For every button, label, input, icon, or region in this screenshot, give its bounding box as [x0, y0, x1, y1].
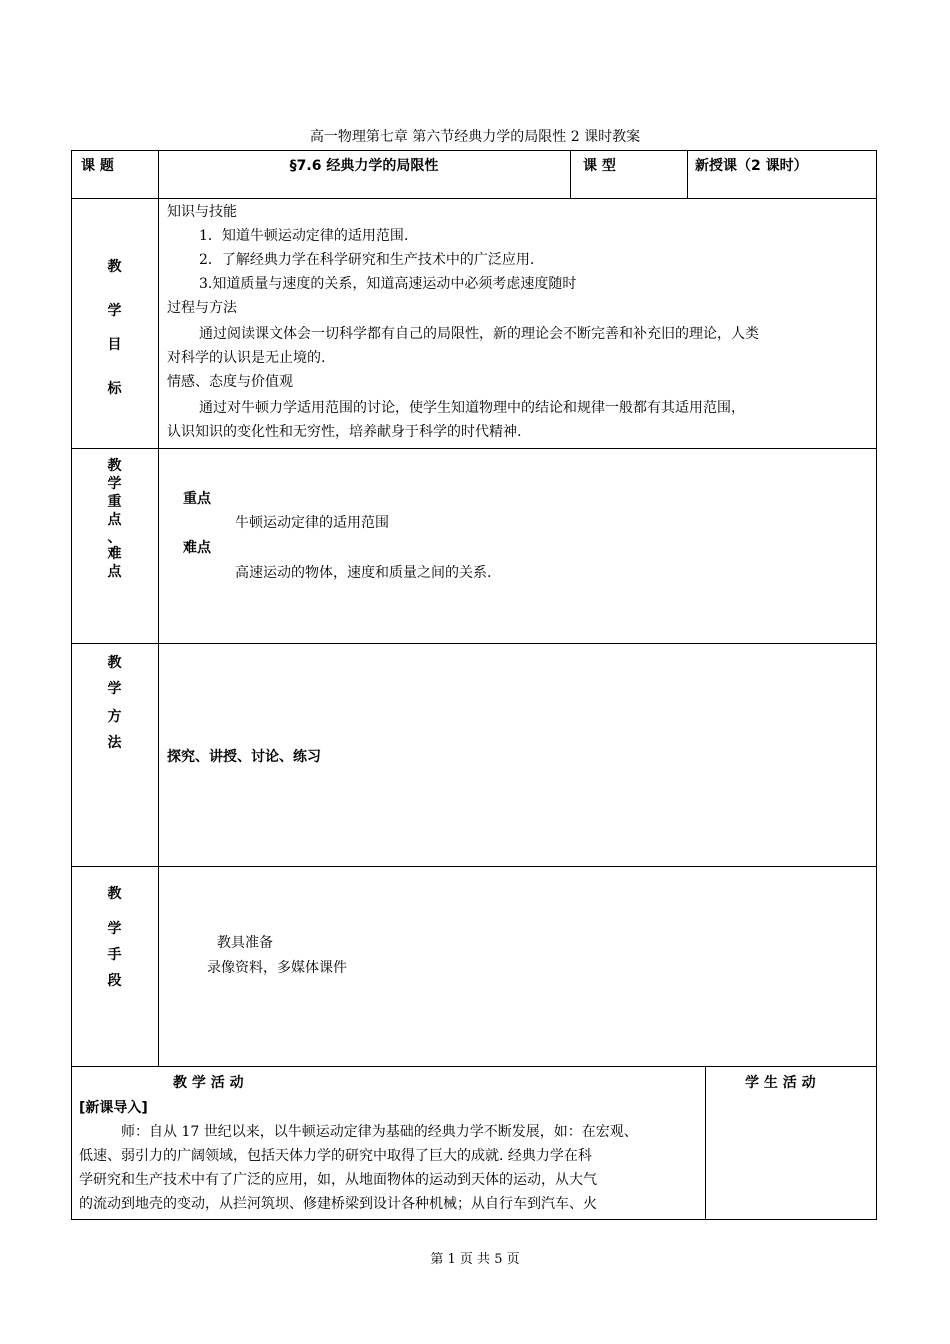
means-label-4: 段 — [107, 973, 122, 989]
keypoints-label-1: 教 — [107, 458, 122, 474]
activity-line: 的流动到地壳的变动，从拦河筑坝、修建桥梁到设计各种机械；从自行车到汽车、火 — [79, 1196, 597, 1212]
objective-line: 2．了解经典力学在科学研究和生产技术中的广泛应用. — [199, 252, 535, 268]
activities-section — [71, 1066, 877, 1220]
header-divider — [687, 150, 688, 199]
teacher-activity-label: 教 学 活 动 — [173, 1075, 244, 1091]
keypoints-label-5: 、 — [107, 530, 122, 546]
keypoints-label-6: 难 — [107, 546, 122, 562]
activities-border-left — [71, 1066, 72, 1220]
header-divider — [570, 150, 571, 199]
table-border-right — [876, 150, 877, 1067]
teaching-aids-text: 录像资料，多媒体课件 — [207, 960, 347, 976]
topic-value: §7.6 经典力学的局限性 — [289, 158, 439, 174]
lesson-plan-table — [71, 150, 877, 1067]
means-label-1: 教 — [107, 886, 122, 902]
keypoints-label-2: 学 — [107, 476, 122, 492]
objective-line: 3.知道质量与速度的关系，知道高速运动中必须考虑速度随时 — [199, 276, 577, 292]
activities-border-bottom — [71, 1219, 877, 1220]
teaching-aids-heading: 教具准备 — [217, 935, 273, 951]
objectives-heading-knowledge: 知识与技能 — [167, 204, 237, 220]
methods-label-2: 学 — [107, 681, 122, 697]
objectives-heading-attitude: 情感、态度与价值观 — [167, 374, 293, 390]
objective-line: 通过对牛顿力学适用范围的讨论，使学生知道物理中的结论和规律一般都有其适用范围， — [199, 400, 745, 416]
row-divider — [71, 198, 877, 199]
type-value: 新授课（2 课时） — [695, 158, 808, 174]
activity-line: 低速、弱引力的广阔领域，包括天体力学的研究中取得了巨大的成就. 经典力学在科 — [79, 1148, 592, 1164]
type-label: 课 型 — [583, 158, 616, 174]
row-divider — [71, 643, 877, 644]
difficult-point-text: 高速运动的物体，速度和质量之间的关系. — [235, 565, 492, 581]
objectives-label-2: 学 — [107, 303, 122, 319]
keypoints-label-3: 重 — [107, 494, 122, 510]
activities-divider — [705, 1066, 706, 1220]
table-border-top — [71, 150, 877, 151]
topic-label: 课 题 — [81, 158, 114, 174]
objective-line: 通过阅读课文体会一切科学都有自己的局限性，新的理论会不断完善和补充旧的理论，人类 — [199, 326, 759, 342]
methods-label-3: 方 — [107, 709, 122, 725]
objectives-label-4: 标 — [107, 381, 122, 397]
document-title: 高一物理第七章 第六节经典力学的局限性 2 课时教案 — [309, 129, 641, 145]
new-lesson-intro-heading: [新课导入] — [79, 1100, 148, 1116]
objective-line: 1．知道牛顿运动定律的适用范围. — [199, 228, 409, 244]
methods-label-4: 法 — [107, 735, 122, 751]
objectives-label-1: 教 — [107, 259, 122, 275]
row-divider — [71, 866, 877, 867]
key-point-heading: 重点 — [183, 491, 211, 507]
objectives-label-3: 目 — [107, 337, 122, 353]
activity-line: 师：自从 17 世纪以来，以牛顿运动定律为基础的经典力学不断发展，如：在宏观、 — [121, 1124, 638, 1140]
keypoints-label-4: 点 — [107, 512, 122, 528]
objectives-heading-process: 过程与方法 — [167, 300, 237, 316]
methods-label-1: 教 — [107, 655, 122, 671]
label-column-divider — [158, 150, 159, 1067]
means-label-2: 学 — [107, 921, 122, 937]
keypoints-label-7: 点 — [107, 564, 122, 580]
student-activity-label: 学 生 活 动 — [745, 1075, 816, 1091]
means-label-3: 手 — [107, 947, 122, 963]
activity-line: 学研究和生产技术中有了广泛的应用，如，从地面物体的运动到天体的运动，从大气 — [79, 1172, 597, 1188]
methods-text: 探究、讲授、讨论、练习 — [167, 749, 321, 765]
row-divider — [71, 448, 877, 449]
activities-border-right — [876, 1066, 877, 1220]
objective-line: 对科学的认识是无止境的. — [167, 350, 326, 366]
difficult-point-heading: 难点 — [183, 540, 211, 556]
page-footer: 第 1 页 共 5 页 — [430, 1252, 520, 1267]
key-point-text: 牛顿运动定律的适用范围 — [235, 515, 389, 531]
objective-line: 认识知识的变化性和无穷性，培养献身于科学的时代精神. — [167, 424, 522, 440]
